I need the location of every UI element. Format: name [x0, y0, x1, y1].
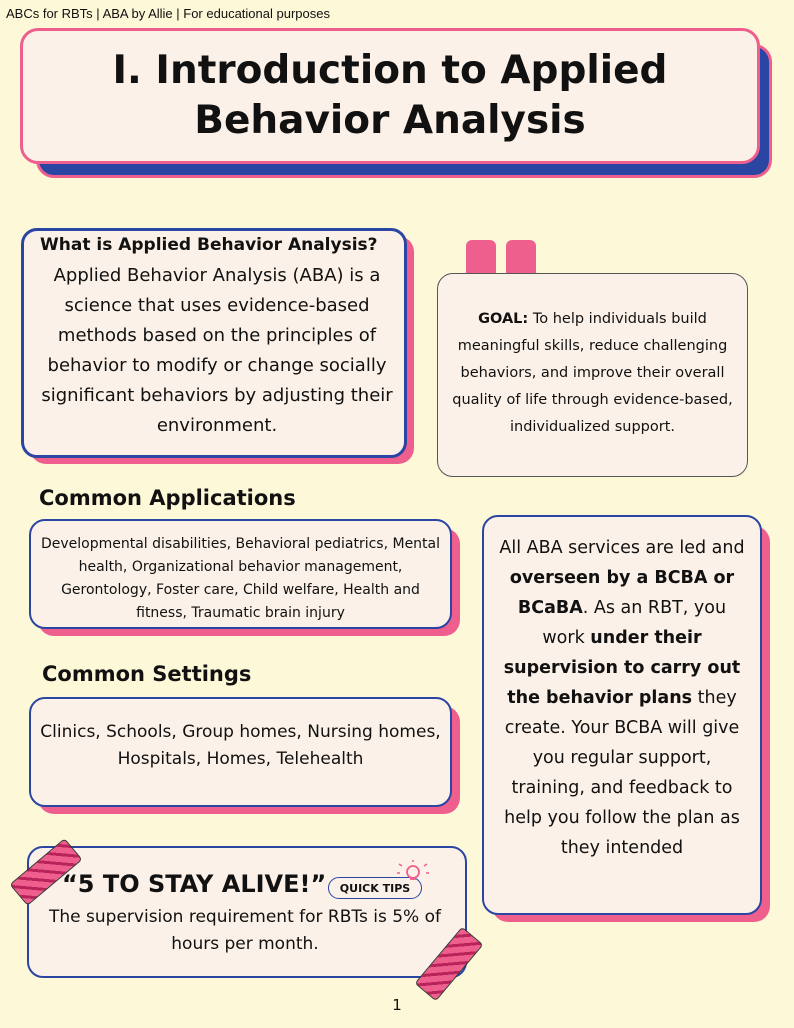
- applications-heading: Common Applications: [39, 486, 296, 510]
- what-is-heading: What is Applied Behavior Analysis?: [40, 235, 378, 255]
- page-title: I. Introduction to Applied Behavior Analysis: [112, 48, 668, 143]
- goal-text: To help individuals build meaningful skills, reduce challenging behaviors, and improve their overall quality of life through evidence-based, individualized support.: [452, 311, 733, 435]
- bcba-bold-1: overseen by a BCBA or BCaBA: [509, 568, 735, 618]
- bcba-text-3: they create. Your BCBA will give you regular support, training, and feedback to help you follow the plan as they intended: [504, 688, 740, 858]
- settings-heading: Common Settings: [42, 662, 252, 686]
- goal-label: GOAL:: [478, 311, 529, 327]
- title-card: [20, 28, 760, 164]
- bcba-bold-2: under their supervision to carry out the behavior plans: [503, 628, 741, 708]
- tip-headline: “5 TO STAY ALIVE!”: [62, 870, 327, 898]
- bcba-card: [482, 515, 762, 915]
- lightbulb-icon: [396, 860, 430, 886]
- applications-card: [29, 519, 452, 629]
- what-is-card: [21, 228, 407, 458]
- tip-body: The supervision requirement for RBTs is 5% of hours per month.: [49, 907, 441, 954]
- page-number: 1: [392, 996, 402, 1014]
- quick-tips-badge: QUICK TIPS: [328, 877, 422, 899]
- settings-body: Clinics, Schools, Group homes, Nursing homes, Hospitals, Homes, Telehealth: [40, 722, 441, 769]
- goal-card: [437, 273, 748, 477]
- settings-card: [29, 697, 452, 807]
- applications-body: Developmental disabilities, Behavioral pediatrics, Mental health, Organizational behavior management, Gerontology, Foster care, Child welfare, Health and fitness, Traumatic brain injury: [40, 536, 441, 621]
- bcba-text-2: . As an RBT, you work: [542, 598, 727, 648]
- header-note: ABCs for RBTs | ABA by Allie | For educational purposes: [6, 6, 330, 21]
- bcba-text-1: All ABA services are led and: [499, 538, 745, 558]
- what-is-body: Applied Behavior Analysis (ABA) is a science that uses evidence-based methods based on the principles of behavior to modify or change socially significant behaviors by adjusting their environment.: [41, 265, 393, 436]
